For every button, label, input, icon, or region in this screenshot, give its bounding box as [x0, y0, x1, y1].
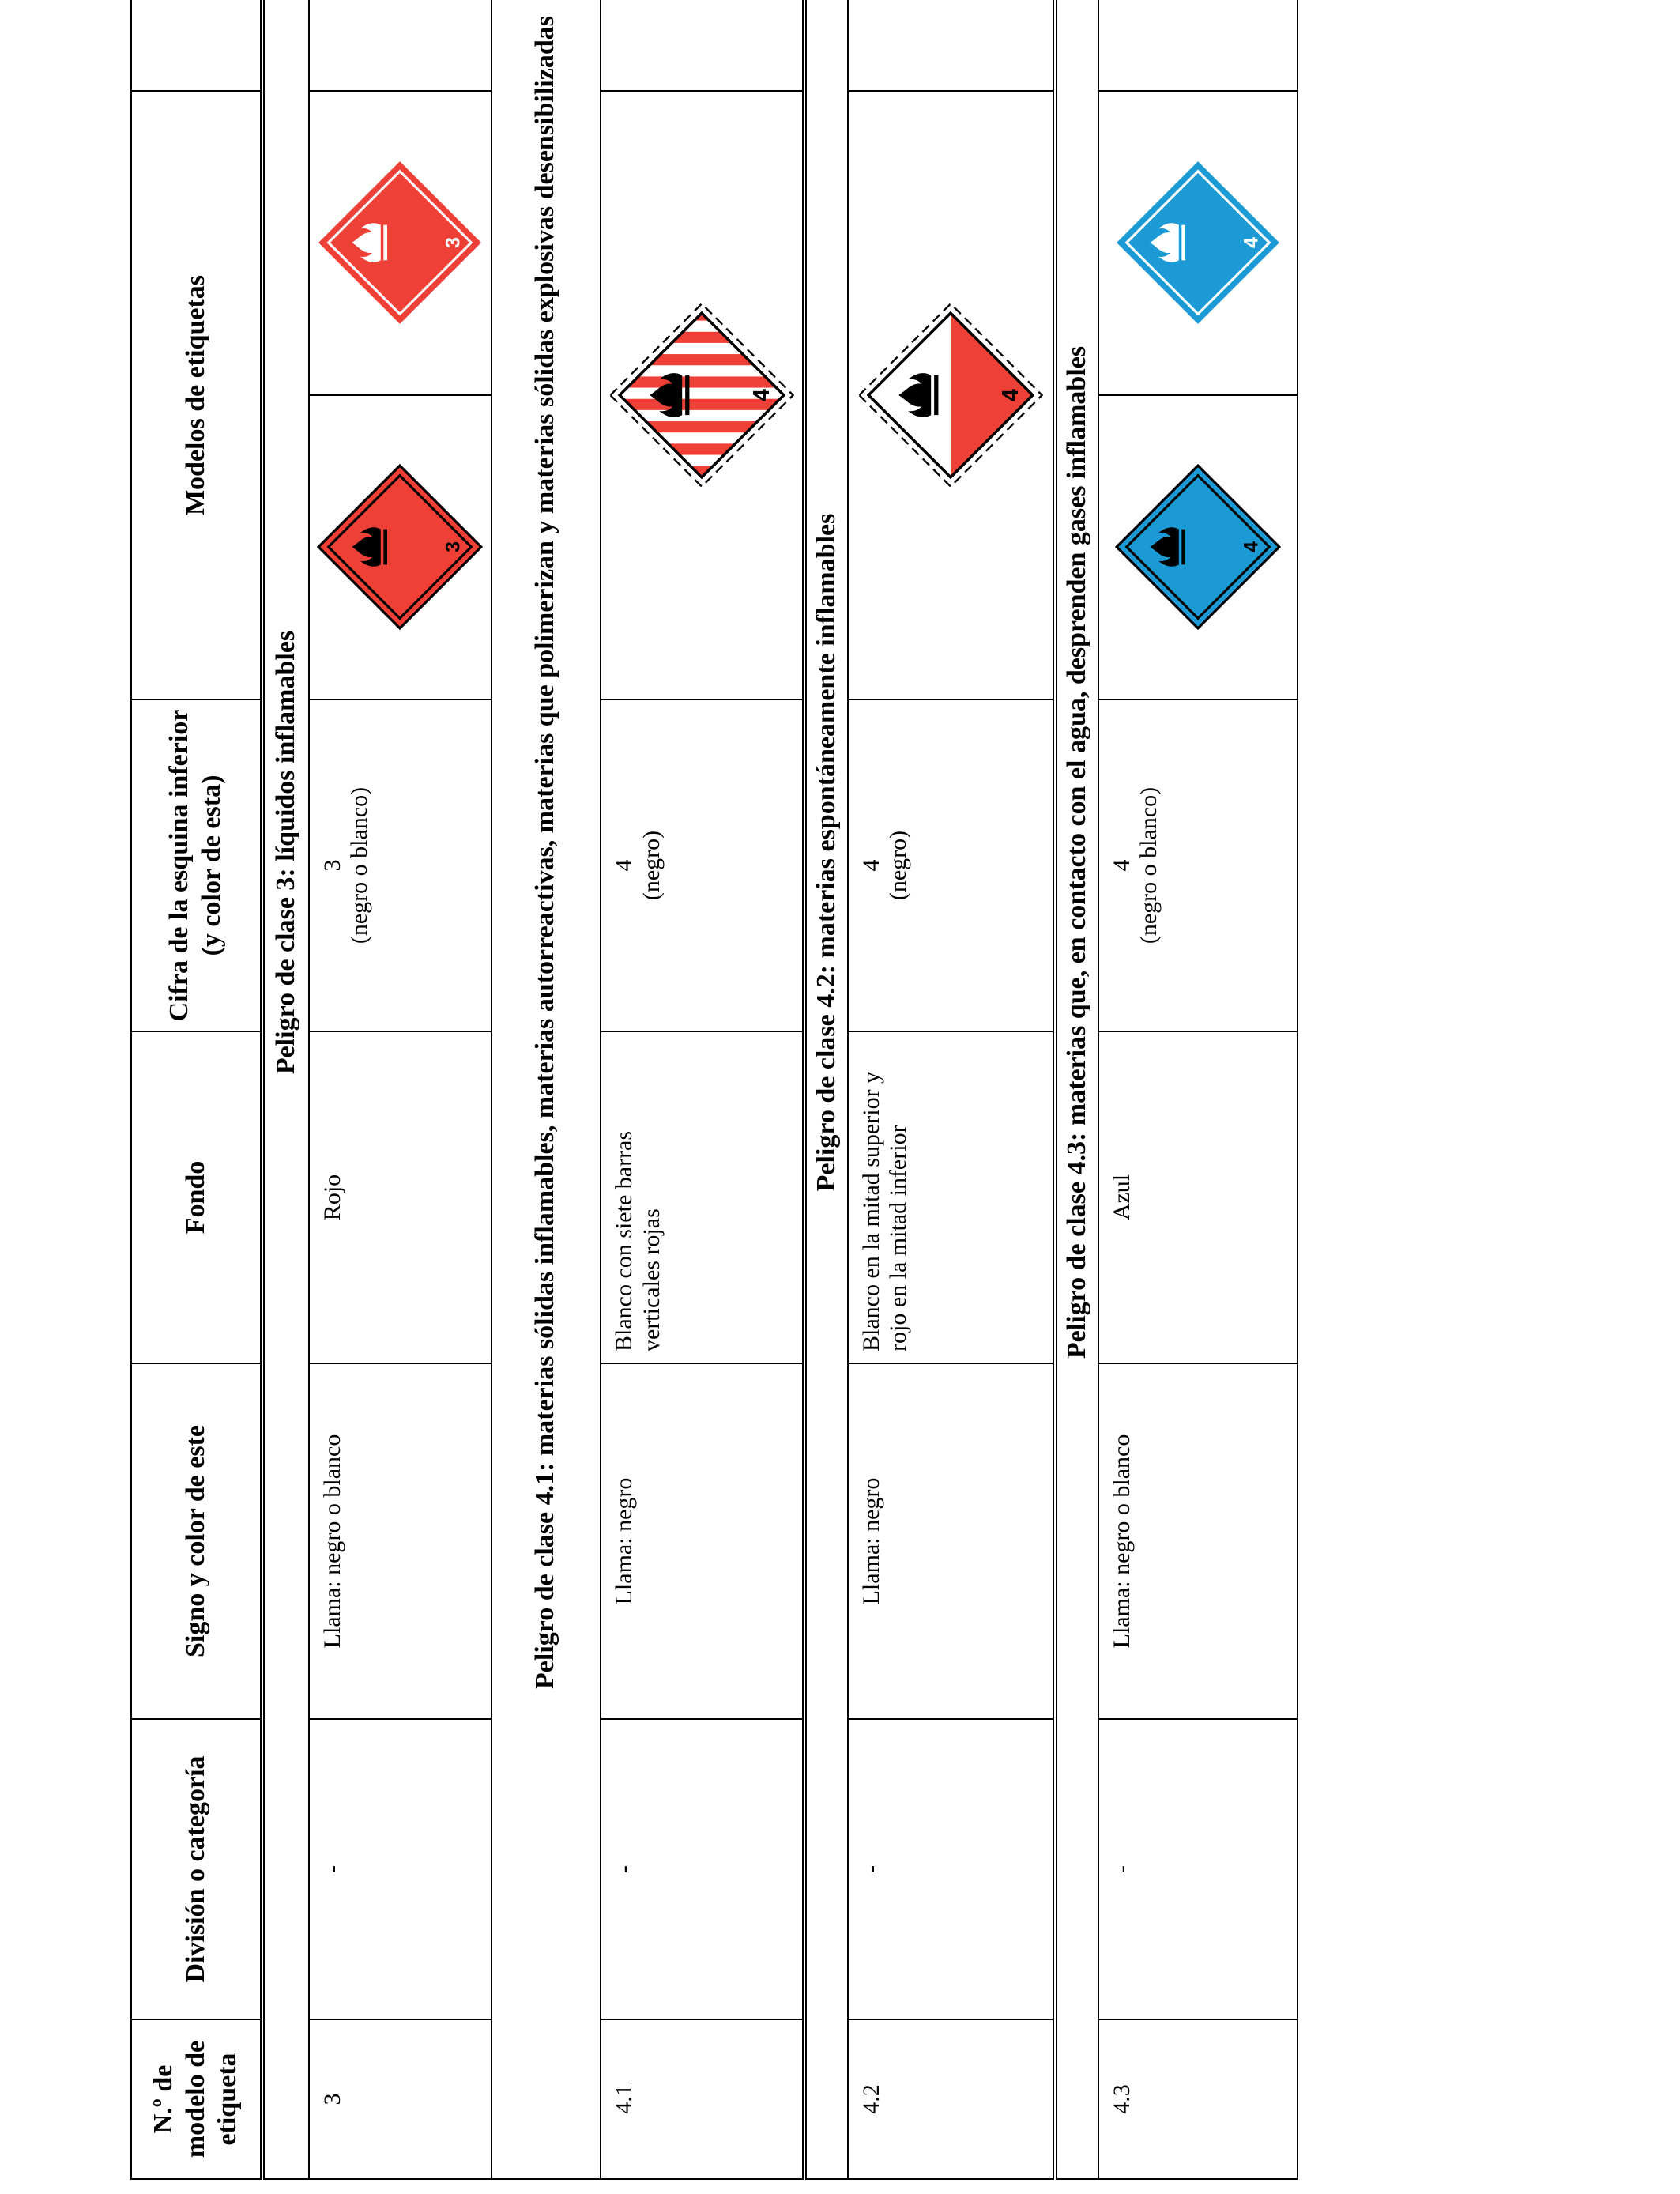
figure-num: 4 — [1108, 859, 1135, 872]
figure-num: 4 — [857, 859, 884, 872]
label-digit: 4 — [1240, 541, 1263, 553]
label-cell-2 — [1098, 91, 1298, 395]
header-symbol: Signo y color de este — [131, 1363, 262, 1719]
figure-num: 4 — [611, 859, 638, 872]
figure-num: 3 — [318, 859, 345, 872]
section-title-row — [492, 0, 601, 2179]
label-cell-1 — [601, 91, 804, 699]
label-digit: 4 — [998, 389, 1024, 401]
cell-division: - — [601, 1719, 804, 2019]
cell-notes — [601, 0, 804, 91]
cell-figure — [601, 699, 804, 1031]
section-title-4-2: Peligro de clase 4.2: materias espontáneamente inflamables — [804, 0, 848, 2179]
cell-division: - — [848, 1719, 1055, 2019]
label-digit: 4 — [1240, 237, 1263, 249]
cell-symbol: Llama: negro — [848, 1363, 1055, 1719]
figure-color: (negro) — [638, 830, 665, 901]
cell-figure — [1098, 699, 1298, 1031]
cell-background: Rojo — [309, 1031, 492, 1363]
dangerous-when-wet-label-white — [1115, 160, 1281, 326]
label-cell-1 — [848, 91, 1055, 699]
label-digit: 3 — [442, 237, 465, 249]
header-row — [131, 0, 262, 2179]
section-title-row — [1055, 0, 1098, 2179]
dangerous-when-wet-label-black — [1115, 465, 1281, 631]
section-title-row — [804, 0, 848, 2179]
table-row — [1098, 0, 1298, 2179]
cell-background: Blanco en la mitad superior y rojo en la mitad inferior — [848, 1031, 1055, 1363]
header-notes — [131, 0, 262, 91]
cell-num: 3 — [309, 2019, 492, 2179]
spontaneously-combustible-label — [857, 302, 1044, 488]
cell-background: Blanco con siete barras verticales rojas — [601, 1031, 804, 1363]
cell-num: 4.3 — [1098, 2019, 1298, 2179]
header-figure: Cifra de la esquina inferior (y color de esta) — [131, 699, 262, 1031]
cell-figure — [309, 699, 492, 1031]
cell-background: Azul — [1098, 1031, 1298, 1363]
table-row — [309, 0, 492, 2179]
cell-notes — [1098, 0, 1298, 91]
label-cell-2 — [309, 91, 492, 395]
header-num: N.º de modelo de etiqueta — [131, 2019, 262, 2179]
cell-symbol: Llama: negro o blanco — [1098, 1363, 1298, 1719]
figure-color: (negro o blanco) — [346, 786, 373, 944]
flammable-solid-label — [608, 302, 795, 488]
table-row — [601, 0, 804, 2179]
flammable-liquid-label-white — [317, 160, 483, 326]
section-title-row — [262, 0, 309, 2179]
cell-figure — [848, 699, 1055, 1031]
flammable-liquid-label-black — [317, 465, 483, 631]
label-cell-1 — [1098, 395, 1298, 699]
cell-symbol: Llama: negro — [601, 1363, 804, 1719]
figure-color: (negro o blanco) — [1136, 786, 1162, 944]
table-row — [848, 0, 1055, 2179]
cell-symbol: Llama: negro o blanco — [309, 1363, 492, 1719]
section-title-3: Peligro de clase 3: líquidos inflamables — [262, 0, 309, 2179]
header-division: División o categoría — [131, 1719, 262, 2019]
section-title-4-1: Peligro de clase 4.1: materias sólidas inflamables, materias autorreactivas, materias que polimerizan y materias sólidas explosivas desensibilizadas — [492, 0, 601, 2179]
header-background: Fondo — [131, 1031, 262, 1363]
label-digit: 3 — [442, 541, 465, 553]
cell-notes — [848, 0, 1055, 91]
label-digit: 4 — [749, 389, 775, 401]
label-cell-1 — [309, 395, 492, 699]
cell-num: 4.2 — [848, 2019, 1055, 2179]
figure-color: (negro) — [885, 830, 912, 901]
hazard-label-table — [130, 0, 1298, 2180]
cell-division: - — [1098, 1719, 1298, 2019]
cell-num: 4.1 — [601, 2019, 804, 2179]
header-models: Modelos de etiquetas — [131, 91, 262, 699]
cell-notes — [309, 0, 492, 91]
cell-division: - — [309, 1719, 492, 2019]
section-title-4-3: Peligro de clase 4.3: materias que, en contacto con el agua, desprenden gases inflamables — [1055, 0, 1098, 2179]
